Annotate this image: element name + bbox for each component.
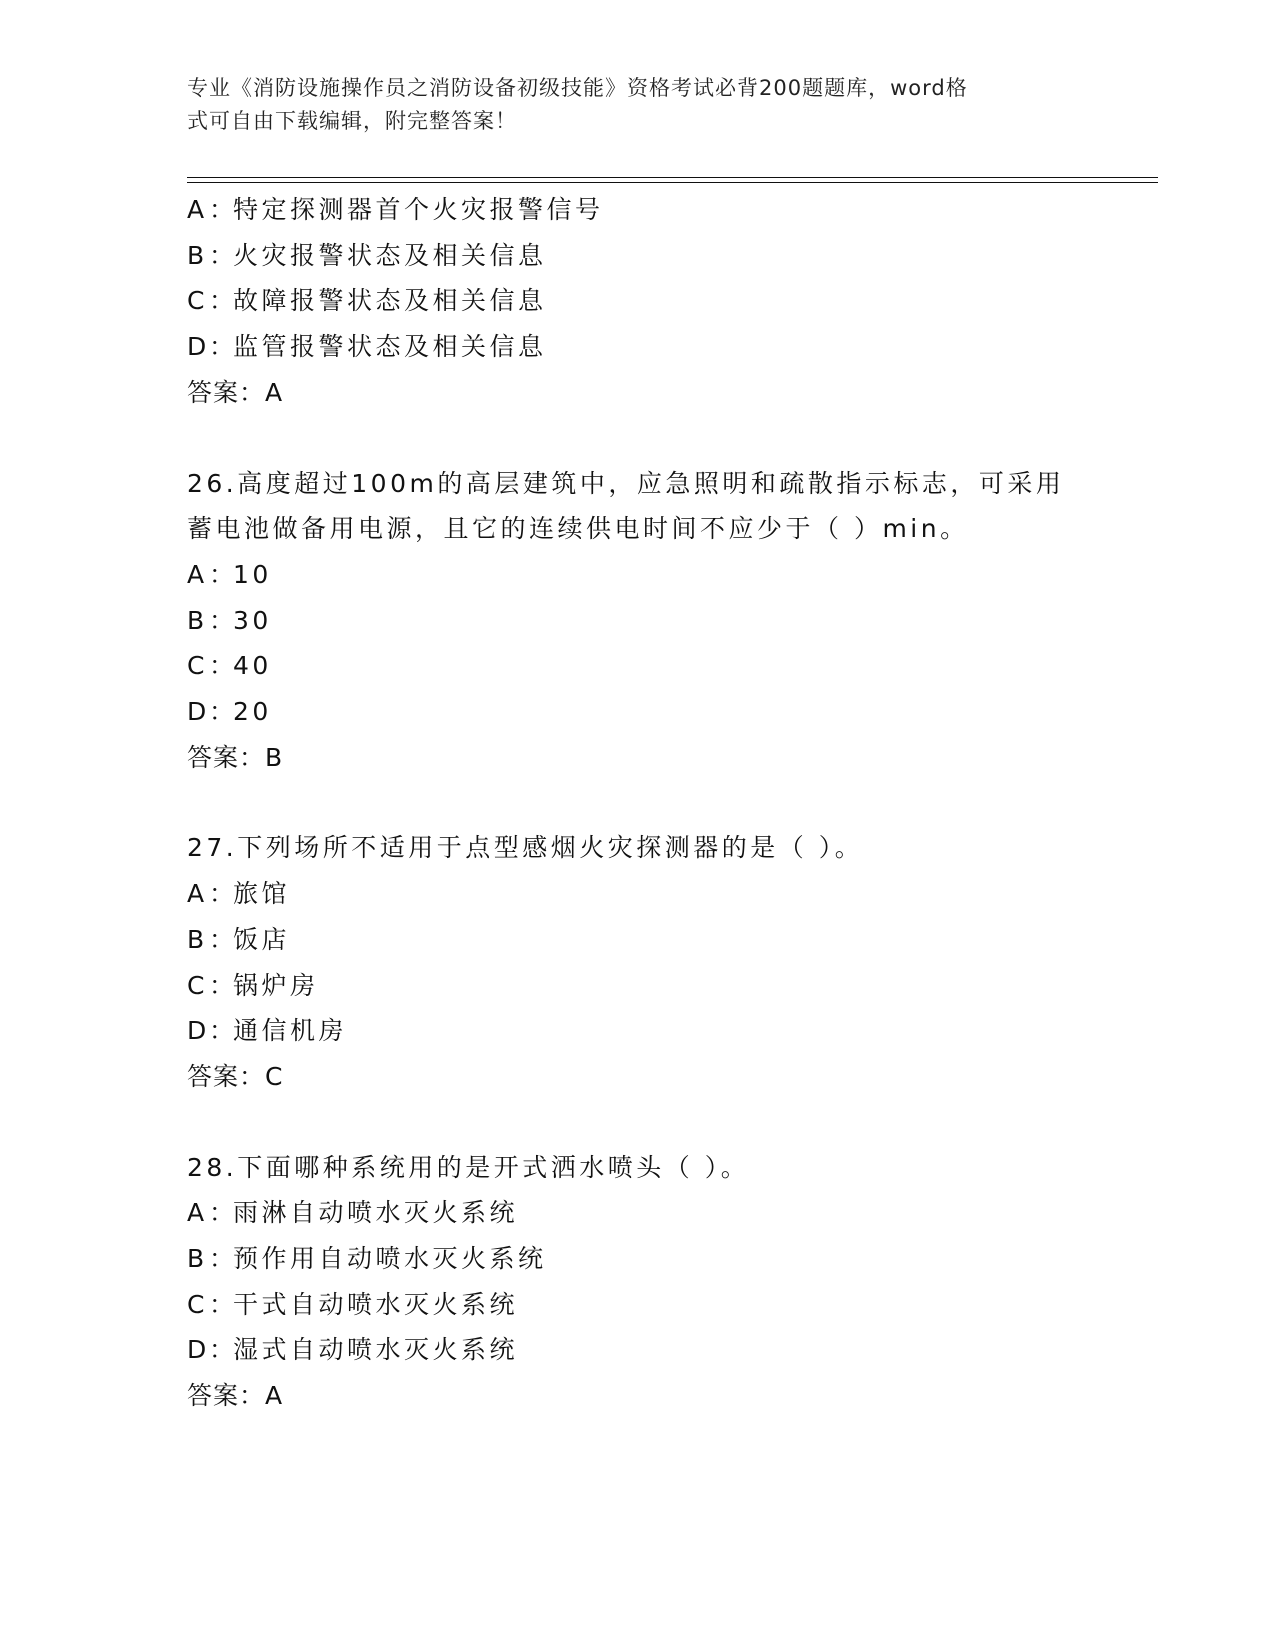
option-text: 故障报警状态及相关信息 (233, 286, 547, 316)
header-line-1: 专业《消防设施操作员之消防设备初级技能》资格考试必背200题题库，word格 (187, 76, 968, 100)
option-text: 雨淋自动喷水灭火系统 (233, 1198, 519, 1228)
header-divider-bottom (187, 182, 1158, 183)
question-block-27 (187, 825, 1147, 1099)
option-a: A ：特定探测器首个火灾报警信号 (187, 195, 604, 224)
answer-value: C (265, 1061, 283, 1091)
option-d: D ：监管报警状态及相关信息 (187, 332, 547, 362)
option-a: A ：旅馆 (187, 879, 291, 909)
question-block-26 (187, 461, 1147, 781)
option-text: 监管报警状态及相关信息 (233, 332, 547, 362)
answer-line (187, 1373, 1147, 1419)
answer-value: A (265, 377, 283, 407)
document-header (187, 72, 1087, 138)
option-b: B ：饭店 (187, 924, 291, 954)
option-text: 预作用自动喷水灭火系统 (233, 1244, 547, 1274)
option-b: B ：火灾报警状态及相关信息 (187, 240, 547, 270)
option-text: 10 (233, 559, 272, 589)
option-text: 饭店 (233, 924, 291, 954)
option-c: C ：锅炉房 (187, 970, 319, 1000)
option-b: B ：预作用自动喷水灭火系统 (187, 1244, 547, 1274)
answer-line (187, 370, 1147, 416)
option-text: 30 (233, 605, 272, 635)
answer-value: B (265, 742, 283, 772)
answer-value: A (265, 1381, 283, 1411)
prev-question-block (187, 187, 1147, 416)
option-text: 火灾报警状态及相关信息 (233, 240, 547, 270)
question-stem: 27.下列场所不适用于点型感烟火灾探测器的是（ ）。 (187, 833, 864, 863)
question-block-28 (187, 1145, 1147, 1419)
question-stem-continued: 蓄电池做备用电源，且它的连续供电时间不应少于（ ）min。 (187, 514, 969, 544)
answer-label: 答案： (187, 1381, 266, 1411)
option-d: D ：20 (187, 697, 272, 727)
option-d: D ：通信机房 (187, 1016, 348, 1046)
question-stem: 28.下面哪种系统用的是开式洒水喷头（ ）。 (187, 1152, 750, 1182)
question-stem: 26.高度超过100m的高层建筑中，应急照明和疏散指示标志，可采用 (187, 468, 1065, 498)
header-divider-top (187, 177, 1158, 178)
option-c: C ：40 (187, 651, 272, 681)
option-d: D ：湿式自动喷水灭火系统 (187, 1335, 519, 1365)
option-text: 通信机房 (233, 1016, 348, 1046)
option-text: 20 (233, 697, 272, 727)
header-line-2: 式可自由下载编辑，附完整答案！ (187, 109, 517, 133)
option-text: 锅炉房 (233, 970, 319, 1000)
option-text: 特定探测器首个火灾报警信号 (233, 195, 604, 224)
answer-label: 答案： (187, 377, 266, 407)
option-a: A ：雨淋自动喷水灭火系统 (187, 1198, 519, 1228)
answer-line (187, 735, 1147, 781)
question-list (187, 187, 1147, 1419)
answer-label: 答案： (187, 1061, 266, 1091)
answer-label: 答案： (187, 742, 266, 772)
option-c: C ：故障报警状态及相关信息 (187, 286, 547, 316)
option-b: B ：30 (187, 605, 272, 635)
option-text: 干式自动喷水灭火系统 (233, 1289, 519, 1319)
option-text: 40 (233, 651, 272, 681)
option-text: 湿式自动喷水灭火系统 (233, 1335, 519, 1365)
option-c: C ：干式自动喷水灭火系统 (187, 1289, 519, 1319)
option-text: 旅馆 (233, 879, 291, 909)
option-a: A ：10 (187, 559, 272, 589)
answer-line (187, 1054, 1147, 1100)
